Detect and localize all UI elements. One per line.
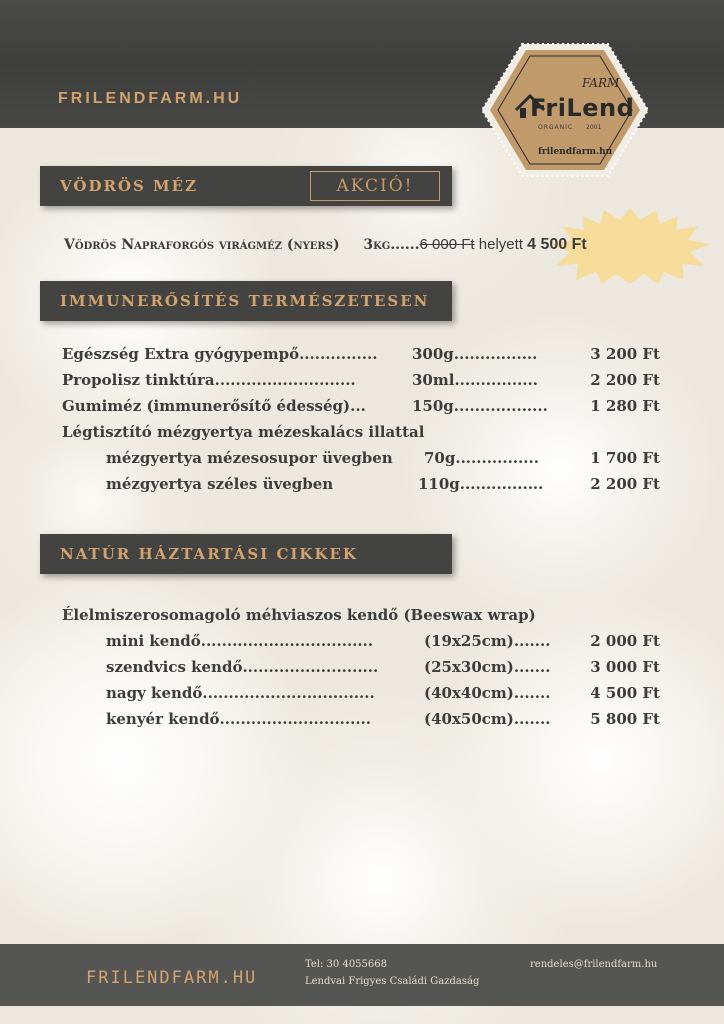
product-price: 3 200 Ft <box>590 345 660 363</box>
product-name: nagy kendő................................. <box>106 684 375 702</box>
logo-organic-text: ORGANIC <box>538 124 574 131</box>
product-name: mézgyertya széles üvegben <box>106 475 334 493</box>
product-name: Egészség Extra gyógypempő............... <box>62 345 378 363</box>
product-group-title: Élelmiszerosomagoló méhviaszos kendő (Beeswax wrap) <box>62 606 536 624</box>
logo-year-text: 2001 <box>586 124 602 131</box>
section-title: NATÚR HÁZTARTÁSI CIKKEK <box>60 545 358 563</box>
product-name: szendvics kendő.......................... <box>106 658 379 676</box>
product-qty: 150g.................. <box>412 397 548 415</box>
promo-line <box>64 236 587 254</box>
promo-between-text: helyett <box>474 236 528 253</box>
header-site-link[interactable]: FRILENDFARM.HU <box>58 90 243 107</box>
product-qty: 300g................ <box>412 345 538 363</box>
footer-phone: Tel: 30 4055668 <box>305 959 387 970</box>
product-price: 5 800 Ft <box>590 710 660 728</box>
product-name: mini kendő................................. <box>106 632 374 650</box>
product-price: 3 000 Ft <box>590 658 660 676</box>
product-name: mézgyertya mézesosupor üvegben <box>106 449 393 467</box>
footer-email-link[interactable]: rendeles@frilendfarm.hu <box>530 959 658 970</box>
promo-product: Vödrös Napraforgós virágméz (nyers) <box>64 237 340 253</box>
product-qty: 70g................ <box>424 449 539 467</box>
promo-quantity: 3kg...... <box>363 237 420 253</box>
product-size: (25x30cm)....... <box>424 658 551 676</box>
footer-site-link[interactable]: FRILENDFARM.HU <box>86 968 258 988</box>
section-bar-natur-haztartasi <box>40 534 452 574</box>
promo-old-price: 6 000 Ft <box>419 236 475 253</box>
product-price: 2 200 Ft <box>590 371 660 389</box>
section-title: IMMUNERŐSÍTÉS TERMÉSZETESEN <box>60 292 430 310</box>
logo-farm-text: FARM <box>582 76 620 90</box>
footer-company-name: Lendvai Frigyes Családi Gazdaság <box>305 976 480 987</box>
logo-url-text: frilendfarm.hu <box>538 147 613 157</box>
product-name: kenyér kendő............................. <box>106 710 372 728</box>
logo-brand-text: FriLend <box>530 94 635 122</box>
product-size: (40x50cm)....... <box>424 710 551 728</box>
product-name: Gumiméz (immunerősítő édesség)... <box>62 397 366 415</box>
product-size: (19x25cm)....... <box>424 632 551 650</box>
product-qty: 30ml................ <box>412 371 538 389</box>
section-title: VÖDRÖS MÉZ <box>60 177 199 195</box>
product-size: (40x40cm)....... <box>424 684 551 702</box>
product-price: 1 280 Ft <box>590 397 660 415</box>
product-price: 1 700 Ft <box>590 449 660 467</box>
product-group-title: Légtisztító mézgyertya mézeskalács illattal <box>62 423 425 441</box>
product-qty: 110g................ <box>418 475 544 493</box>
product-name: Propolisz tinktúra........................... <box>62 371 356 389</box>
product-price: 4 500 Ft <box>590 684 660 702</box>
product-price: 2 000 Ft <box>590 632 660 650</box>
product-price: 2 200 Ft <box>590 475 660 493</box>
promo-new-price: 4 500 Ft <box>527 236 587 253</box>
section-bar-vodros-mez <box>40 166 452 206</box>
sale-badge: AKCIÓ! <box>310 171 440 201</box>
section-bar-immunerosites <box>40 281 452 321</box>
